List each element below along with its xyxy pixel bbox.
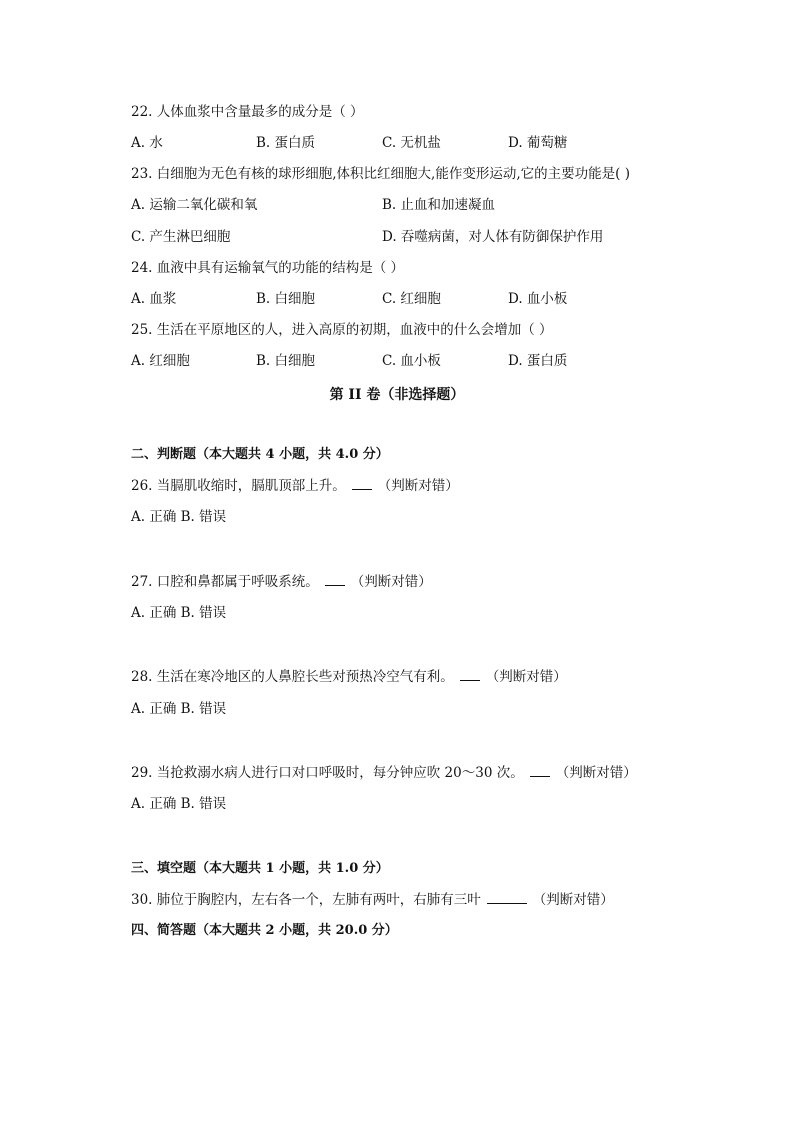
stem-text: 28. 生活在寒冷地区的人鼻腔长些对预热冷空气有利。 [131,669,454,685]
answer-blank [487,891,527,904]
section3-heading: 三、填空题（本大题共 1 小题，共 1.0 分） [131,861,389,876]
question-26-stem [131,477,459,495]
question-28-answer: A. 正确 B. 错误 [131,701,227,717]
stem-text: 27. 口腔和鼻都属于呼吸系统。 [131,574,319,590]
question-23-stem: 23. 白细胞为无色有核的球形细胞,体积比红细胞大,能作变形运动,它的主要功能是( ) [131,166,630,182]
answer-blank [530,764,550,777]
option-b: B. 蛋白质 [256,135,316,151]
option-c: C. 血小板 [382,353,441,369]
option-b: B. 止血和加速凝血 [382,197,496,213]
option-c: C. 无机盐 [382,135,441,151]
question-27-answer: A. 正确 B. 错误 [131,605,227,621]
judge-suffix: （判断对错） [377,478,459,494]
question-22-stem: 22. 人体血浆中含量最多的成分是（ ） [131,104,364,120]
option-d: D. 葡萄糖 [508,135,568,151]
option-c: C. 红细胞 [382,291,441,307]
judge-suffix: （判断对错） [350,574,432,590]
option-d: D. 蛋白质 [508,353,568,369]
question-25-stem: 25. 生活在平原地区的人，进入高原的初期，血液中的什么会增加（ ） [131,322,553,338]
stem-text: 29. 当抢救溺水病人进行口对口呼吸时，每分钟应吹 20～30 次。 [131,765,524,781]
question-30-stem [131,891,614,909]
question-27-stem [131,573,432,591]
question-24-stem: 24. 血液中具有运输氧气的功能的结构是（ ） [131,260,405,276]
judge-suffix: （判断对错） [532,892,614,908]
option-a: A. 血浆 [131,291,177,307]
judge-suffix: （判断对错） [555,765,637,781]
question-29-stem [131,764,637,782]
stem-text: 26. 当膈肌收缩时，膈肌顶部上升。 [131,478,346,494]
stem-text: 30. 肺位于胸腔内，左右各一个，左肺有两叶，右肺有三叶 [131,892,481,908]
section4-heading: 四、简答题（本大题共 2 小题，共 20.0 分） [131,923,398,938]
option-d: D. 吞噬病菌，对人体有防御保护作用 [382,229,604,245]
option-a: A. 红细胞 [131,353,190,369]
question-29-answer: A. 正确 B. 错误 [131,796,227,812]
option-b: B. 白细胞 [256,353,316,369]
option-d: D. 血小板 [508,291,568,307]
option-a: A. 水 [131,135,163,151]
answer-blank [352,477,372,490]
section2-heading: 二、判断题（本大题共 4 小题，共 4.0 分） [131,447,389,462]
question-28-stem [131,668,567,686]
answer-blank [325,573,345,586]
option-b: B. 白细胞 [256,291,316,307]
option-a: A. 运输二氧化碳和氧 [131,197,258,213]
answer-blank [460,668,480,681]
part2-title: 第 II 卷（非选择题） [329,387,465,403]
question-26-answer: A. 正确 B. 错误 [131,509,227,525]
option-c: C. 产生淋巴细胞 [131,229,231,245]
judge-suffix: （判断对错） [485,669,567,685]
